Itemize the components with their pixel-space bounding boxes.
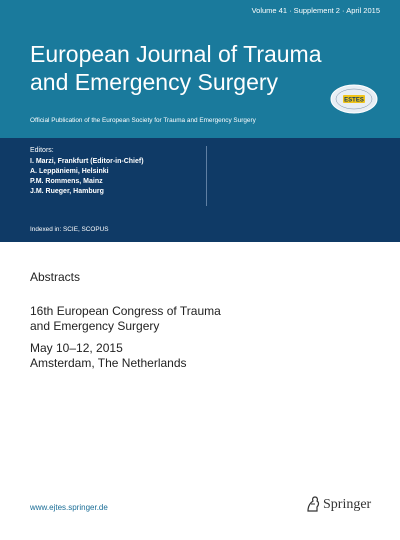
journal-subtitle: Official Publication of the European Society for Trauma and Emergency Surgery [30, 117, 256, 124]
congress-date: May 10–12, 2015 [30, 341, 123, 355]
editor-name: A. Leppäniemi, Helsinki [30, 168, 109, 175]
springer-horse-icon [305, 495, 321, 513]
congress-title [30, 304, 290, 334]
editor-name: P.M. Rommens, Mainz [30, 178, 103, 185]
congress-title-line-2: and Emergency Surgery [30, 319, 160, 333]
journal-title-line-1: European Journal of Trauma [30, 41, 322, 67]
journal-title-line-2: and Emergency Surgery [30, 69, 279, 95]
congress-date-place [30, 341, 187, 371]
journal-title [30, 40, 330, 96]
publisher-name: Springer [323, 497, 372, 512]
section-heading: Abstracts [30, 270, 81, 284]
vertical-divider [206, 146, 207, 206]
congress-title-line-1: 16th European Congress of Trauma [30, 304, 221, 318]
editors-label: Editors: [30, 147, 54, 154]
editor-name: I. Marzi, Frankfurt (Editor-in-Chief) [30, 158, 144, 165]
volume-info: Volume 41 · Supplement 2 · April 2015 [251, 6, 380, 15]
congress-place: Amsterdam, The Netherlands [30, 356, 187, 370]
editors-list [30, 157, 144, 197]
journal-url-link[interactable]: www.ejtes.springer.de [30, 503, 108, 512]
society-seal-text: ESTES [344, 97, 364, 104]
society-seal-icon [330, 84, 378, 114]
editor-name: J.M. Rueger, Hamburg [30, 188, 104, 195]
indexed-in: Indexed in: SCIE, SCOPUS [30, 226, 109, 233]
